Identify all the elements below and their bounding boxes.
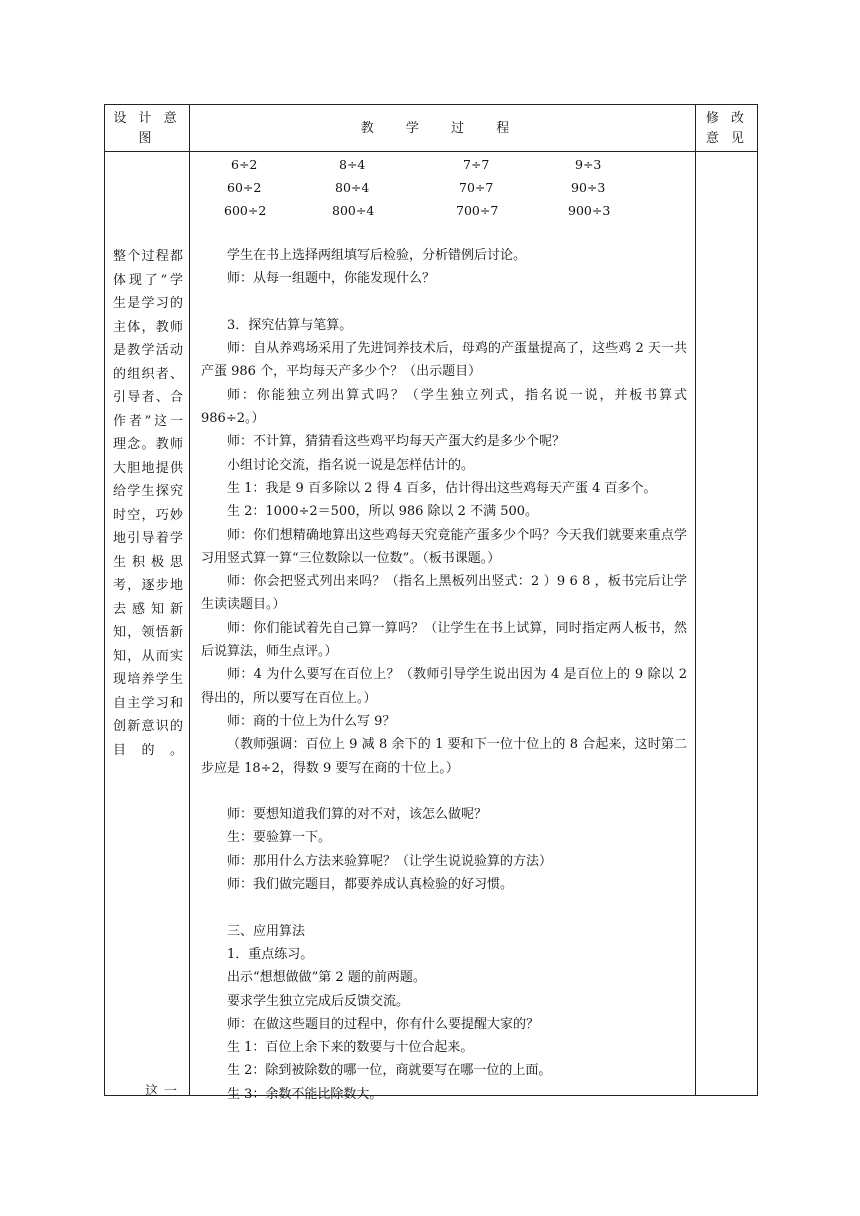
process-line: 师：在做这些题目的过程中，你有什么要提醒大家的？ xyxy=(227,1016,540,1032)
process-line: （教师强调：百位上 9 减 8 余下的 1 要和下一位十位上的 8 合起来，这时第二步应是 18÷2，得数 9 要写在商的十位上。） xyxy=(201,737,687,776)
expression: 7÷7 xyxy=(463,157,490,172)
teaching-process-text xyxy=(201,244,687,1106)
header-divider xyxy=(105,151,757,152)
header-teaching-process: 教 学 过 程 xyxy=(360,121,524,136)
process-line: 出示“想想做做”第 2 题的前两题。 xyxy=(227,970,426,986)
process-line: 师：你们能试着先自己算一算吗？（让学生在书上试算，同时指定两人板书，然后说算法，师生点评。） xyxy=(201,620,687,660)
expression-row xyxy=(197,199,677,222)
blank-line xyxy=(201,291,687,314)
section-heading: 三、应用算法 xyxy=(227,923,306,939)
expression-row xyxy=(197,153,677,176)
expression: 800÷4 xyxy=(332,203,375,218)
process-line: 师：那用什么方法来验算呢？（让学生说说验算的方法） xyxy=(227,853,553,869)
process-line: 师：自从养鸡场采用了先进饲养技术后，母鸡的产蛋量提高了，这些鸡 2 天一共产蛋 986 个，平均每天产多少个？（出示题目） xyxy=(201,341,687,380)
expression: 70÷7 xyxy=(459,180,494,195)
process-line: 1．重点练习。 xyxy=(227,946,314,962)
expression: 8÷4 xyxy=(339,157,366,172)
process-line: 生 2：1000÷2＝500，所以 986 除以 2 不满 500。 xyxy=(227,504,539,520)
blank-line xyxy=(201,780,687,803)
process-line: 师：我们做完题目，都要养成认真检验的好习惯。 xyxy=(227,877,514,893)
header-revision-notes: 修 改 意 见 xyxy=(705,111,749,146)
process-line: 师：不计算，猜猜看这些鸡平均每天产蛋大约是多少个呢？ xyxy=(227,434,566,450)
table-divider xyxy=(189,105,190,1095)
process-line: 生 3：余数不能比除数大。 xyxy=(227,1086,383,1102)
intent-paragraph: 整个过程都体现了“学生是学习的主体，教师是教学活动的组织者、引导者、合作者”这一理念。教师大胆地提供给学生探究时空，巧妙地引导着学生积极思考，逐步地去感知新知，领悟新知，从而实现培养学生自主学习和创新意识的目的。 xyxy=(113,249,183,758)
expression: 80÷4 xyxy=(335,180,370,195)
process-line: 师：4 为什么要写在百位上？（教师引导学生说出因为 4 是百位上的 9 除以 2 得出的，所以要写在百位上。） xyxy=(201,667,687,706)
process-line: 师：你们想精确地算出这些鸡每天究竟能产蛋多少个吗？今天我们就要来重点学习用竖式算一算“三位数除以一位数”。（板书课题。） xyxy=(201,527,687,566)
expression: 90÷3 xyxy=(571,180,606,195)
expression: 600÷2 xyxy=(224,203,267,218)
header-design-intent: 设 计 意 图 xyxy=(113,111,181,146)
process-line: 小组讨论交流，指名说一说是怎样估计的。 xyxy=(227,457,475,473)
process-line: 师：你能独立列出算式吗？（学生独立列式，指名说一说，并板书算式 986÷2。） xyxy=(201,387,687,427)
process-line: 学生在书上选择两组填写后检验，分析错例后讨论。 xyxy=(227,248,527,263)
lesson-table xyxy=(104,104,758,1102)
expression-row xyxy=(197,176,677,199)
design-intent-notes xyxy=(113,245,183,762)
blank-line xyxy=(201,896,687,919)
process-line: 生 2：除到被除数的哪一位，商就要写在哪一位的上面。 xyxy=(227,1063,552,1079)
process-line: 生：要验算一下。 xyxy=(227,830,332,846)
process-line: 3．探究估算与笔算。 xyxy=(227,317,353,333)
process-line: 师：要想知道我们算的对不对，该怎么做呢？ xyxy=(227,807,488,823)
process-line: 师：你会把竖式列出来吗？（指名上黑板列出竖式：2 ）9 6 8 ，板书完后让学生读读题目。） xyxy=(201,574,687,613)
design-intent-continuation: 这一 xyxy=(144,1084,183,1099)
process-line: 生 1：我是 9 百多除以 2 得 4 百多，估计得出这些鸡每天产蛋 4 百多个。 xyxy=(227,480,657,496)
process-line: 师：商的十位上为什么写 9？ xyxy=(227,713,396,729)
process-line: 生 1：百位上余下来的数要与十位合起来。 xyxy=(227,1040,474,1056)
expression: 700÷7 xyxy=(456,203,499,218)
process-line: 要求学生独立完成后反馈交流。 xyxy=(227,993,410,1009)
expression: 6÷2 xyxy=(231,157,258,172)
expression: 900÷3 xyxy=(568,203,611,218)
table-divider xyxy=(695,105,696,1095)
expression-grid xyxy=(197,153,677,222)
process-line: 师：从每一组题中，你能发现什么？ xyxy=(227,271,436,287)
expression: 9÷3 xyxy=(575,157,602,172)
expression: 60÷2 xyxy=(227,180,262,195)
